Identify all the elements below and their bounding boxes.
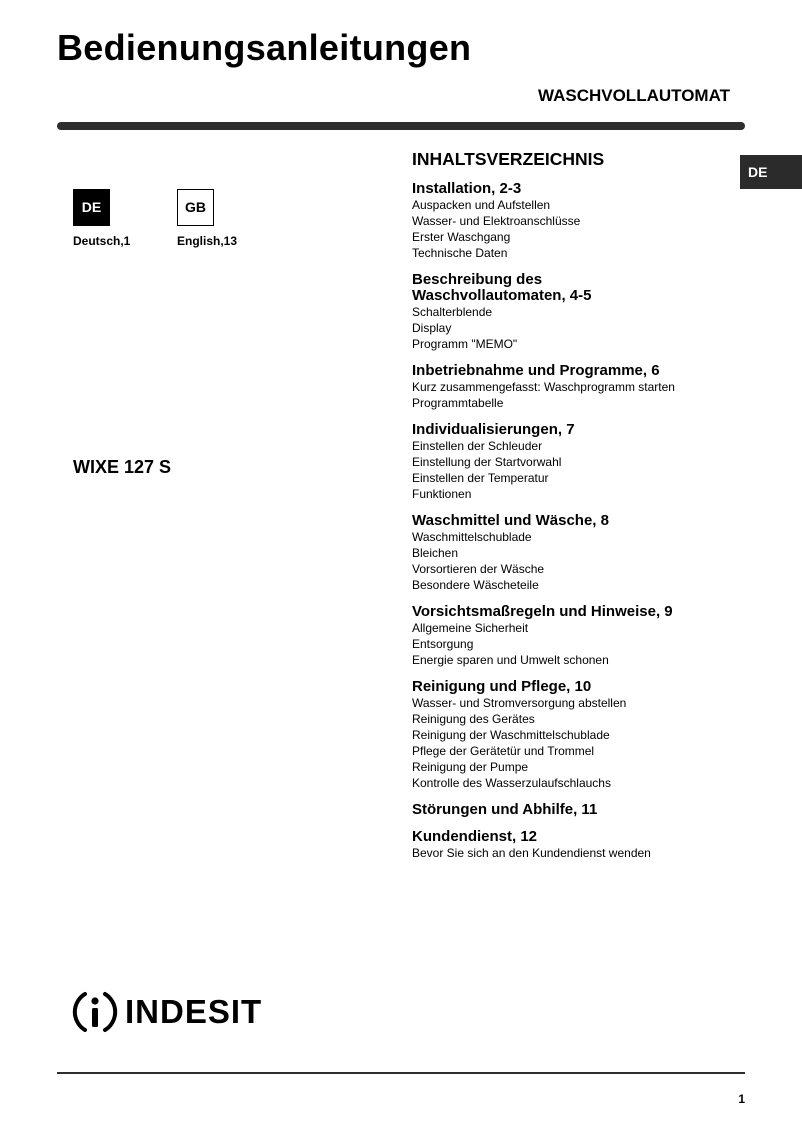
page-title: Bedienungsanleitungen [57, 27, 472, 68]
language-box-gb[interactable]: GB [177, 189, 214, 226]
toc-item[interactable]: Entsorgung [412, 637, 474, 651]
model-number: WIXE 127 S [73, 457, 172, 477]
toc-item[interactable]: Einstellen der Schleuder [412, 439, 543, 453]
toc-section [412, 181, 742, 261]
toc-item[interactable]: Bleichen [412, 546, 459, 560]
toc-item[interactable]: Besondere Wäscheteile [412, 578, 539, 592]
toc-item[interactable]: Technische Daten [412, 246, 508, 260]
toc-item[interactable]: Waschmittelschublade [412, 530, 532, 544]
brand-name: INDESIT [125, 993, 263, 1030]
toc-section [412, 829, 742, 861]
toc-item[interactable]: Pflege der Gerätetür und Trommel [412, 744, 595, 758]
toc-item[interactable]: Wasser- und Stromversorgung abstellen [412, 696, 627, 710]
toc-item[interactable]: Auspacken und Aufstellen [412, 198, 551, 212]
page-number: 1 [738, 1092, 745, 1106]
toc-section-title[interactable]: Individualisierungen, 7 [412, 421, 575, 438]
toc-heading: INHALTSVERZEICHNIS [412, 149, 605, 169]
toc-item[interactable]: Reinigung der Waschmittelschublade [412, 728, 610, 742]
toc-section-title[interactable]: Beschreibung des Waschvollautomaten, 4-5 [412, 271, 592, 304]
toc-section-title[interactable]: Kundendienst, 12 [412, 828, 538, 845]
toc-section [412, 513, 742, 593]
toc-item[interactable]: Programmtabelle [412, 396, 504, 410]
toc-item[interactable]: Energie sparen und Umwelt schonen [412, 653, 609, 667]
toc-item[interactable]: Wasser- und Elektroanschlüsse [412, 214, 581, 228]
toc-section [412, 272, 742, 352]
toc-section-title[interactable]: Reinigung und Pflege, 10 [412, 678, 592, 695]
brand-logo [71, 986, 262, 1038]
toc-section-title[interactable]: Störungen und Abhilfe, 11 [412, 801, 598, 818]
indesit-logo-icon [71, 988, 119, 1036]
language-side-tab: DE [740, 155, 802, 189]
toc-item[interactable]: Kontrolle des Wasserzulaufschlauchs [412, 776, 611, 790]
product-type: WASCHVOLLAUTOMAT [537, 86, 730, 105]
toc-section [412, 422, 742, 502]
toc-item[interactable]: Reinigung des Gerätes [412, 712, 535, 726]
toc-section [412, 802, 742, 818]
toc-item[interactable]: Vorsortieren der Wäsche [412, 562, 545, 576]
language-link-gb[interactable]: English,13 [177, 234, 238, 248]
toc-section [412, 604, 742, 668]
toc-item[interactable]: Programm "MEMO" [412, 337, 518, 351]
toc-item[interactable]: Allgemeine Sicherheit [412, 621, 529, 635]
toc-item[interactable]: Display [412, 321, 452, 335]
toc-section-title[interactable]: Installation, 2-3 [412, 180, 522, 197]
toc-section [412, 679, 742, 791]
header-divider [57, 122, 745, 130]
toc-section-title[interactable]: Inbetriebnahme und Programme, 6 [412, 362, 660, 379]
toc-item[interactable]: Einstellung der Startvorwahl [412, 455, 562, 469]
toc-item[interactable]: Einstellen der Temperatur [412, 471, 549, 485]
footer-divider [57, 1072, 745, 1074]
language-box-de[interactable]: DE [73, 189, 110, 226]
language-link-de[interactable]: Deutsch,1 [73, 234, 131, 248]
toc-section [412, 363, 742, 411]
toc-item[interactable]: Erster Waschgang [412, 230, 511, 244]
toc-item[interactable]: Funktionen [412, 487, 472, 501]
toc-item[interactable]: Reinigung der Pumpe [412, 760, 529, 774]
toc-item[interactable]: Schalterblende [412, 305, 493, 319]
table-of-contents [412, 148, 742, 872]
toc-item[interactable]: Kurz zusammengefasst: Waschprogramm starten [412, 380, 675, 394]
toc-sections [412, 181, 742, 861]
toc-section-title[interactable]: Vorsichtsmaßregeln und Hinweise, 9 [412, 603, 673, 620]
toc-item[interactable]: Bevor Sie sich an den Kundendienst wenden [412, 846, 651, 860]
toc-section-title[interactable]: Waschmittel und Wäsche, 8 [412, 512, 609, 529]
